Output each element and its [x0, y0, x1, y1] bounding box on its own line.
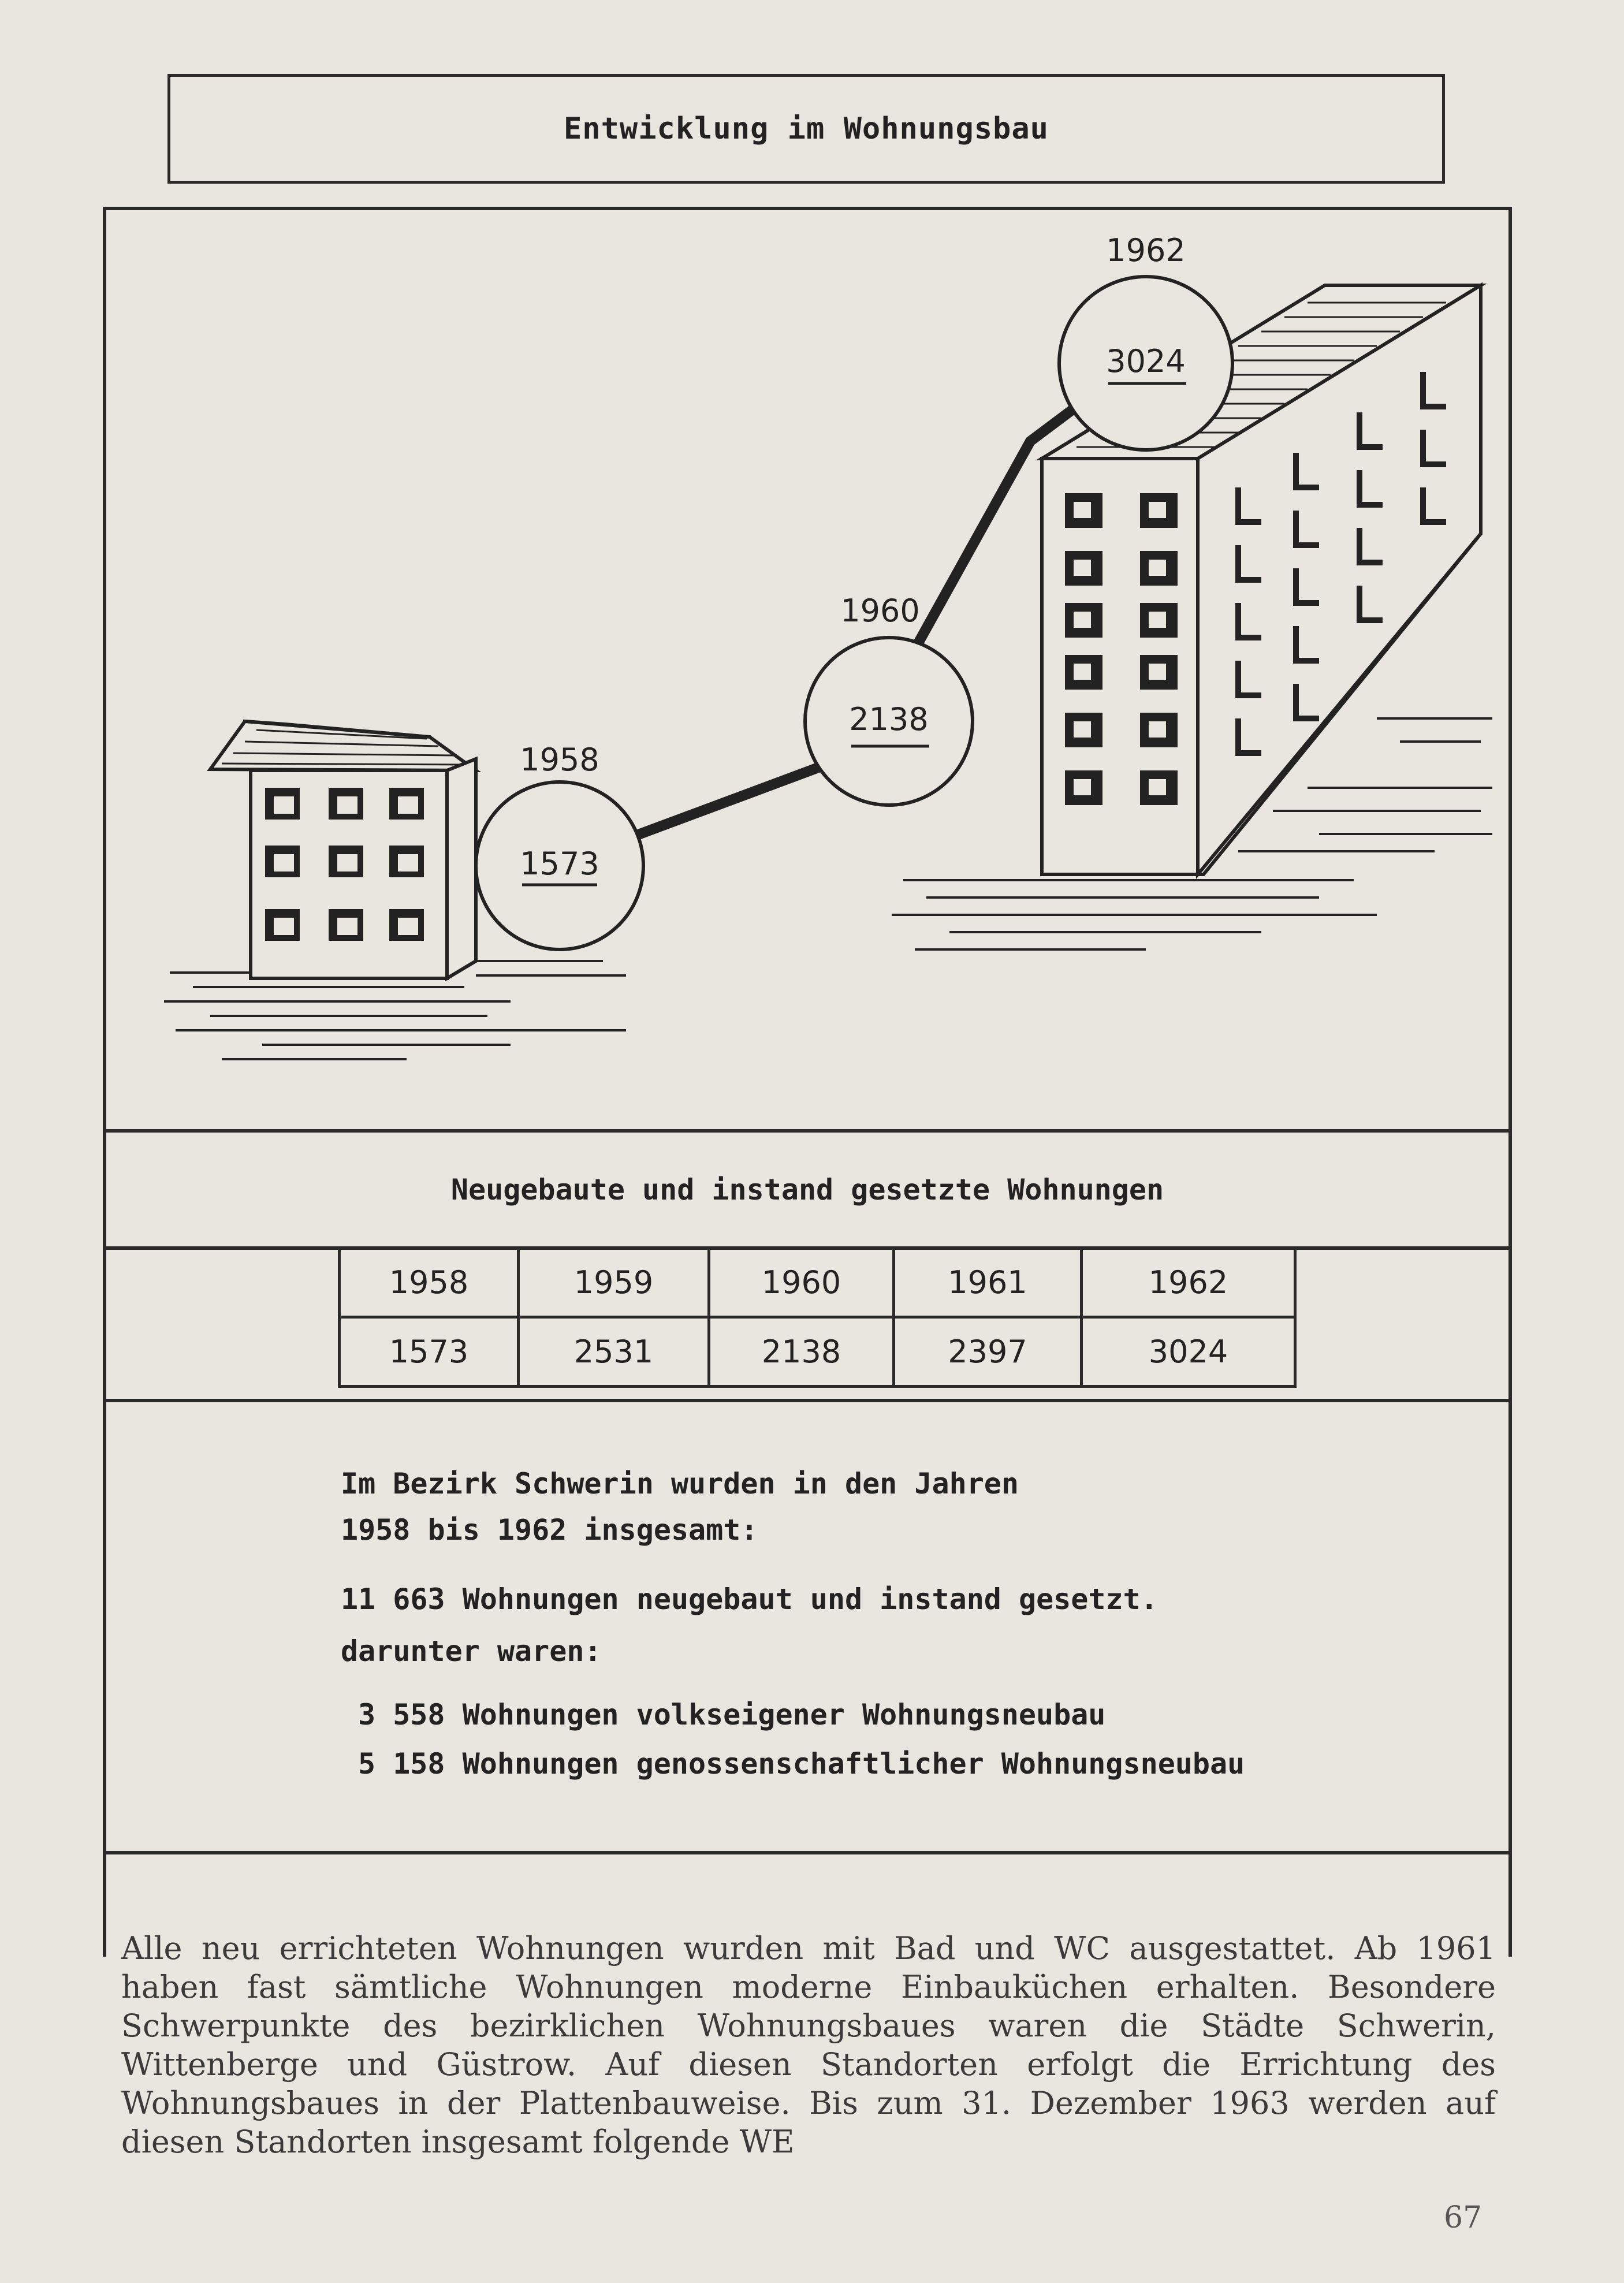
summary-line: 1958 bis 1962 insgesamt:	[341, 1513, 758, 1547]
year-cell: 1959	[519, 1248, 709, 1317]
year-label-1958: 1958	[520, 742, 599, 778]
summary-line: Im Bezirk Schwerin wurden in den Jahren	[341, 1467, 1019, 1500]
table-heading: Neugebaute und instand gesetzte Wohnungen	[450, 1173, 1164, 1206]
divider	[103, 1399, 1512, 1402]
summary-line: darunter waren:	[341, 1634, 602, 1668]
summary-line: 3 558 Wohnungen volkseigener Wohnungsneubau	[358, 1698, 1106, 1731]
yearly-housing-table	[338, 1246, 1297, 1388]
summary-line: 5 158 Wohnungen genossenschaftlicher Wohnungsneubau	[358, 1747, 1245, 1781]
table-row	[340, 1248, 1295, 1317]
year-label-1960: 1960	[840, 593, 920, 629]
year-cell: 1958	[340, 1248, 519, 1317]
value-cell: 2397	[894, 1317, 1082, 1387]
value-cell: 2531	[519, 1317, 709, 1387]
housing-illustration	[106, 210, 1508, 1129]
small-house	[210, 721, 476, 978]
year-cell: 1962	[1082, 1248, 1295, 1317]
value-label-1960: 2138	[849, 701, 929, 738]
year-label-1962: 1962	[1106, 232, 1186, 269]
value-cell: 2138	[709, 1317, 894, 1387]
body-paragraph: Alle neu errichteten Wohnungen wurden mit Bad und WC ausgestattet. Ab 1961 haben fast sämtliche Wohnungen moderne Einbauküchen erhalten. Besondere Schwerpunkte des bezirklichen Wohnungsbaues waren die Städte Schwerin, Wittenberge und Güstrow. Auf diesen Standorten erfolgt die Errichtung des Wohnungsbaues in der Plattenbauweise. Bis zum 31. Dezember 1963 werden auf diesen Standorten insgesamt folgende WE	[121, 1930, 1496, 2160]
divider	[103, 1851, 1512, 1854]
year-cell: 1961	[894, 1248, 1082, 1317]
value-cell: 1573	[340, 1317, 519, 1387]
value-label-1958: 1573	[520, 846, 599, 882]
page-number: 67	[1444, 2200, 1483, 2235]
summary-line: 11 663 Wohnungen neugebaut und instand gesetzt.	[341, 1582, 1158, 1616]
year-cell: 1960	[709, 1248, 894, 1317]
value-label-1962: 3024	[1106, 343, 1186, 379]
table-row	[340, 1317, 1295, 1387]
value-cell: 3024	[1082, 1317, 1295, 1387]
page-title: Entwicklung im Wohnungsbau	[167, 74, 1445, 184]
